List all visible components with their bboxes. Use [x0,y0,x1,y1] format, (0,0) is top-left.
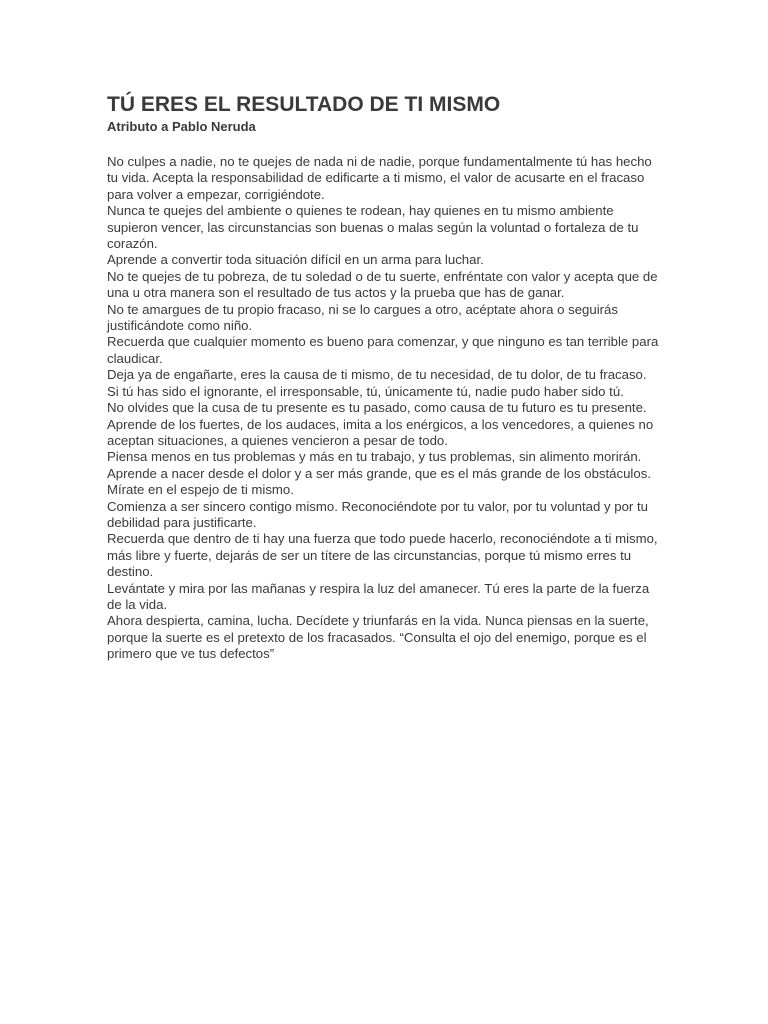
paragraph: Recuerda que cualquier momento es bueno para comenzar, y que ninguno es tan terrible para claudicar. [107,334,659,366]
paragraph: No te quejes de tu pobreza, de tu soledad o de tu suerte, enfréntate con valor y acepta que de una u otra manera son el resultado de tus actos y la prueba que has de ganar. [107,268,658,301]
paragraph: No culpes a nadie, no te quejes de nada ni de nadie, porque fundamentalmente tú has hecho tu vida. Acepta la responsabilidad de edificarte a ti mismo, el valor de acusarte en el fracaso para volver a empezar, corrigiéndote. [107,154,652,202]
document-title: TÚ ERES EL RESULTADO DE TI MISMO [107,93,501,116]
paragraph: Aprende a nacer desde el dolor y a ser más grande, que es el más grande de los obstáculos. [107,465,651,481]
paragraph: Aprende a convertir toda situación difícil en un arma para luchar. [107,252,484,268]
paragraph: Levántate y mira por las mañanas y respira la luz del amanecer. Tú eres la parte de la fuerza de la vida. [107,580,650,612]
paragraph: No te amargues de tu propio fracaso, ni se lo cargues a otro, acéptate ahora o seguirás justificándote como niño. [107,301,618,334]
document-subtitle: Atributo a Pablo Neruda [107,119,256,134]
paragraph: Recuerda que dentro de ti hay una fuerza que todo puede hacerlo, reconociéndote a ti mismo, más libre y fuerte, dejarás de ser un títere de las circunstancias, porque tú mismo erres tu destino. [107,531,658,580]
paragraph: No olvides que la cusa de tu presente es tu pasado, como causa de tu futuro es tu presente. [107,400,647,416]
paragraph: Comienza a ser sincero contigo mismo. Reconociéndote por tu valor, por tu voluntad y por tu debilidad para justificarte. [107,498,648,530]
paragraph: Deja ya de engañarte, eres la causa de ti mismo, de tu necesidad, de tu dolor, de tu fracaso. [107,367,647,383]
document-page [107,92,663,663]
paragraph: Ahora despierta, camina, lucha. Decídete y triunfarás en la vida. Nunca piensas en la suerte, porque la suerte es el pretexto de los fracasados. “Consulta el ojo del enemigo, porque es el primero que ve tus defectos” [107,613,649,662]
paragraph: Aprende de los fuertes, de los audaces, imita a los enérgicos, a los vencedores, a quienes no aceptan situaciones, a quienes vencieron a pesar de todo. [107,416,654,448]
document-body [107,154,663,663]
paragraph: Piensa menos en tus problemas y más en tu trabajo, y tus problemas, sin alimento morirán. [107,449,642,465]
paragraph: Nunca te quejes del ambiente o quienes te rodean, hay quienes en tu mismo ambiente supieron vencer, las circunstancias son buenas o malas según la voluntad o fortaleza de tu corazón. [107,203,639,252]
paragraph: Mírate en el espejo de ti mismo. [107,482,294,498]
paragraph: Si tú has sido el ignorante, el irresponsable, tú, únicamente tú, nadie pudo haber sido tú. [107,383,624,399]
